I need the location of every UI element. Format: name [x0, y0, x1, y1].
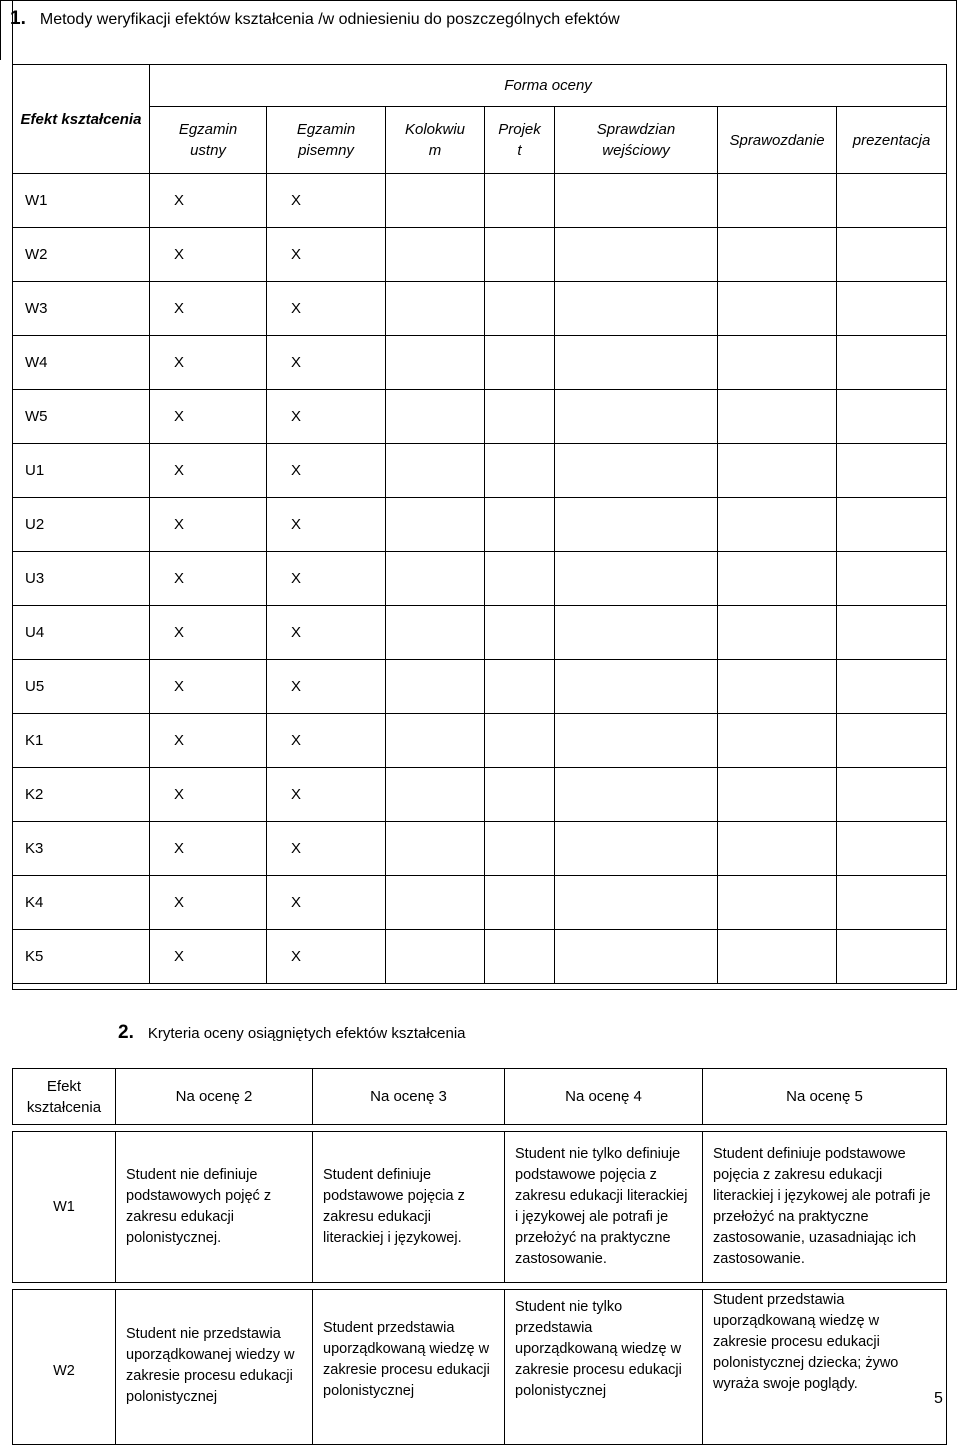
method-row [13, 228, 947, 282]
method-mark-cell [386, 282, 485, 336]
method-mark-cell: X [150, 876, 267, 930]
method-mark-cell [837, 174, 947, 228]
method-row-effect: K4 [13, 876, 150, 930]
criteria-row-w2 [13, 1290, 947, 1445]
method-mark-cell [386, 660, 485, 714]
method-mark-cell [718, 228, 837, 282]
method-row [13, 660, 947, 714]
method-mark-cell [485, 606, 555, 660]
method-mark-cell [485, 768, 555, 822]
grading-criteria-table [12, 1068, 947, 1445]
section-1-title: Metody weryfikacji efektów kształcenia /w odniesieniu do poszczególnych efektów [39, 11, 620, 28]
method-mark-cell [555, 876, 718, 930]
method-mark-cell [485, 444, 555, 498]
method-mark-cell [485, 390, 555, 444]
method-mark-cell [386, 930, 485, 984]
criteria-effect-cell: W2 [13, 1290, 116, 1445]
method-mark-cell [837, 498, 947, 552]
criteria-grade-2-header: Na ocenę 2 [116, 1069, 313, 1125]
method-mark-cell [485, 228, 555, 282]
criteria-cell-grade-4: Student nie tylko definiuje podstawowe pojęcia z zakresu edukacji literackiej i językowej ale potrafi je przełożyć na praktyczne zastosowanie. [505, 1132, 703, 1283]
criteria-cell-grade-3: Student przedstawia uporządkowaną wiedzę w zakresie procesu edukacji polonistycznej [313, 1290, 505, 1445]
method-mark-cell: X [150, 444, 267, 498]
col-header-prezentacja: prezentacja [837, 107, 947, 174]
method-mark-cell [718, 822, 837, 876]
method-mark-cell: X [150, 822, 267, 876]
criteria-cell-grade-5: Student przedstawia uporządkowaną wiedzę w zakresie procesu edukacji polonistycznej dziecka; żywo wyraża swoje poglądy. [703, 1290, 947, 1445]
method-mark-cell [555, 660, 718, 714]
section-1-number: 1. [10, 8, 26, 29]
method-row [13, 930, 947, 984]
method-row-effect: U4 [13, 606, 150, 660]
method-mark-cell [718, 930, 837, 984]
method-row [13, 282, 947, 336]
method-row-effect: K5 [13, 930, 150, 984]
method-mark-cell [837, 660, 947, 714]
method-row-effect: W3 [13, 282, 150, 336]
section-1-heading [10, 8, 620, 30]
criteria-row-w1 [13, 1132, 947, 1283]
method-mark-cell [555, 552, 718, 606]
method-row-effect: U5 [13, 660, 150, 714]
method-mark-cell: X [150, 336, 267, 390]
section-2-heading [118, 1022, 466, 1044]
method-row-effect: U3 [13, 552, 150, 606]
method-row [13, 444, 947, 498]
method-mark-cell: X [150, 390, 267, 444]
criteria-grade-4-header: Na ocenę 4 [505, 1069, 703, 1125]
method-row-effect: W5 [13, 390, 150, 444]
method-mark-cell [555, 930, 718, 984]
method-mark-cell [386, 876, 485, 930]
method-mark-cell [837, 228, 947, 282]
method-mark-cell [485, 714, 555, 768]
method-mark-cell: X [267, 714, 386, 768]
method-mark-cell [555, 282, 718, 336]
method-row [13, 336, 947, 390]
method-mark-cell [718, 660, 837, 714]
method-row [13, 876, 947, 930]
method-mark-cell: X [267, 228, 386, 282]
criteria-grade-5-header: Na ocenę 5 [703, 1069, 947, 1125]
method-mark-cell [555, 336, 718, 390]
method-mark-cell [837, 876, 947, 930]
criteria-cell-grade-3: Student definiuje podstawowe pojęcia z zakresu edukacji literackiej i językowej. [313, 1132, 505, 1283]
method-mark-cell [837, 390, 947, 444]
frame-left-border [0, 0, 1, 60]
method-row-effect: W1 [13, 174, 150, 228]
method-row [13, 768, 947, 822]
method-mark-cell: X [267, 444, 386, 498]
method-mark-cell [837, 930, 947, 984]
method-mark-cell: X [267, 498, 386, 552]
method-mark-cell [485, 552, 555, 606]
method-mark-cell: X [267, 552, 386, 606]
method-mark-cell [485, 930, 555, 984]
method-mark-cell: X [150, 174, 267, 228]
method-mark-cell [485, 282, 555, 336]
method-mark-cell [386, 552, 485, 606]
method-mark-cell [718, 498, 837, 552]
method-mark-cell [555, 498, 718, 552]
method-mark-cell: X [267, 336, 386, 390]
criteria-cell-grade-2: Student nie przedstawia uporządkowanej wiedzy w zakresie procesu edukacji polonistycznej [116, 1290, 313, 1445]
table-spacer [13, 1283, 947, 1290]
col-header-egzamin-pisemny: Egzamin pisemny [267, 107, 386, 174]
method-mark-cell [485, 174, 555, 228]
method-mark-cell [386, 444, 485, 498]
method-mark-cell: X [267, 282, 386, 336]
method-mark-cell [837, 444, 947, 498]
method-mark-cell: X [150, 552, 267, 606]
method-mark-cell: X [267, 768, 386, 822]
method-mark-cell [555, 606, 718, 660]
method-row [13, 714, 947, 768]
method-mark-cell: X [267, 876, 386, 930]
method-mark-cell [386, 228, 485, 282]
method-mark-cell: X [150, 930, 267, 984]
method-mark-cell [386, 390, 485, 444]
method-mark-cell [555, 714, 718, 768]
form-of-assessment-header: Forma oceny [150, 65, 947, 107]
criteria-cell-grade-4: Student nie tylko przedstawia uporządkowaną wiedzę w zakresie procesu edukacji polonistycznej [505, 1290, 703, 1445]
method-mark-cell [485, 336, 555, 390]
method-mark-cell: X [150, 228, 267, 282]
method-mark-cell [837, 714, 947, 768]
col-header-projekt: Projekt [485, 107, 555, 174]
method-mark-cell [386, 174, 485, 228]
method-mark-cell: X [150, 606, 267, 660]
method-mark-cell [555, 822, 718, 876]
method-mark-cell [837, 282, 947, 336]
criteria-effect-header: Efekt kształcenia [13, 1069, 116, 1125]
method-mark-cell [386, 498, 485, 552]
method-mark-cell [386, 336, 485, 390]
method-mark-cell [386, 714, 485, 768]
method-mark-cell [485, 876, 555, 930]
method-mark-cell [718, 606, 837, 660]
verification-methods-rows [13, 174, 947, 984]
method-mark-cell [718, 174, 837, 228]
method-row-effect: W4 [13, 336, 150, 390]
method-mark-cell [555, 174, 718, 228]
method-row-effect: K3 [13, 822, 150, 876]
method-row [13, 498, 947, 552]
method-mark-cell: X [150, 498, 267, 552]
section-2-number: 2. [118, 1022, 134, 1043]
criteria-effect-cell: W1 [13, 1132, 116, 1283]
criteria-cell-grade-5: Student definiuje podstawowe pojęcia z zakresu edukacji literackiej i językowej ale potrafi je przełożyć na praktyczne zastosowanie, uzasadniając ich zastosowanie. [703, 1132, 947, 1283]
method-row-effect: K2 [13, 768, 150, 822]
criteria-grade-3-header: Na ocenę 3 [313, 1069, 505, 1125]
method-mark-cell [837, 768, 947, 822]
col-header-egzamin-ustny: Egzamin ustny [150, 107, 267, 174]
method-mark-cell [718, 552, 837, 606]
method-mark-cell [718, 444, 837, 498]
method-mark-cell [555, 768, 718, 822]
verification-methods-table [12, 64, 947, 984]
col-header-sprawdzian: Sprawdzian wejściowy [555, 107, 718, 174]
col-header-sprawozdanie: Sprawozdanie [718, 107, 837, 174]
method-mark-cell [718, 390, 837, 444]
table-spacer [13, 1125, 947, 1132]
method-mark-cell [718, 876, 837, 930]
page-number: 5 [934, 1390, 943, 1407]
method-mark-cell: X [150, 714, 267, 768]
method-mark-cell: X [150, 282, 267, 336]
criteria-cell-grade-2: Student nie definiuje podstawowych pojęć z zakresu edukacji polonistycznej. [116, 1132, 313, 1283]
method-mark-cell [837, 606, 947, 660]
method-mark-cell [837, 336, 947, 390]
method-row-effect: U1 [13, 444, 150, 498]
section-2-title: Kryteria oceny osiągniętych efektów kształcenia [147, 1025, 466, 1042]
method-mark-cell [485, 498, 555, 552]
method-mark-cell [718, 336, 837, 390]
method-mark-cell [555, 444, 718, 498]
method-mark-cell [718, 768, 837, 822]
method-mark-cell [837, 822, 947, 876]
method-mark-cell [485, 822, 555, 876]
method-mark-cell: X [267, 390, 386, 444]
method-row [13, 606, 947, 660]
method-mark-cell: X [267, 930, 386, 984]
method-mark-cell [555, 228, 718, 282]
method-mark-cell [386, 822, 485, 876]
method-row-effect: K1 [13, 714, 150, 768]
method-mark-cell [555, 390, 718, 444]
method-mark-cell [718, 714, 837, 768]
method-mark-cell: X [267, 174, 386, 228]
method-row-effect: U2 [13, 498, 150, 552]
method-mark-cell [485, 660, 555, 714]
method-row-effect: W2 [13, 228, 150, 282]
method-row [13, 390, 947, 444]
method-mark-cell: X [267, 606, 386, 660]
method-mark-cell: X [150, 660, 267, 714]
method-mark-cell [386, 768, 485, 822]
effect-column-header: Efekt kształcenia [13, 65, 150, 174]
method-row [13, 822, 947, 876]
method-mark-cell: X [267, 822, 386, 876]
method-mark-cell [718, 282, 837, 336]
method-row [13, 174, 947, 228]
method-mark-cell: X [267, 660, 386, 714]
method-mark-cell [837, 552, 947, 606]
method-row [13, 552, 947, 606]
col-header-kolokwium: Kolokwium [386, 107, 485, 174]
method-mark-cell: X [150, 768, 267, 822]
method-mark-cell [386, 606, 485, 660]
frame-top-border [0, 0, 957, 1]
